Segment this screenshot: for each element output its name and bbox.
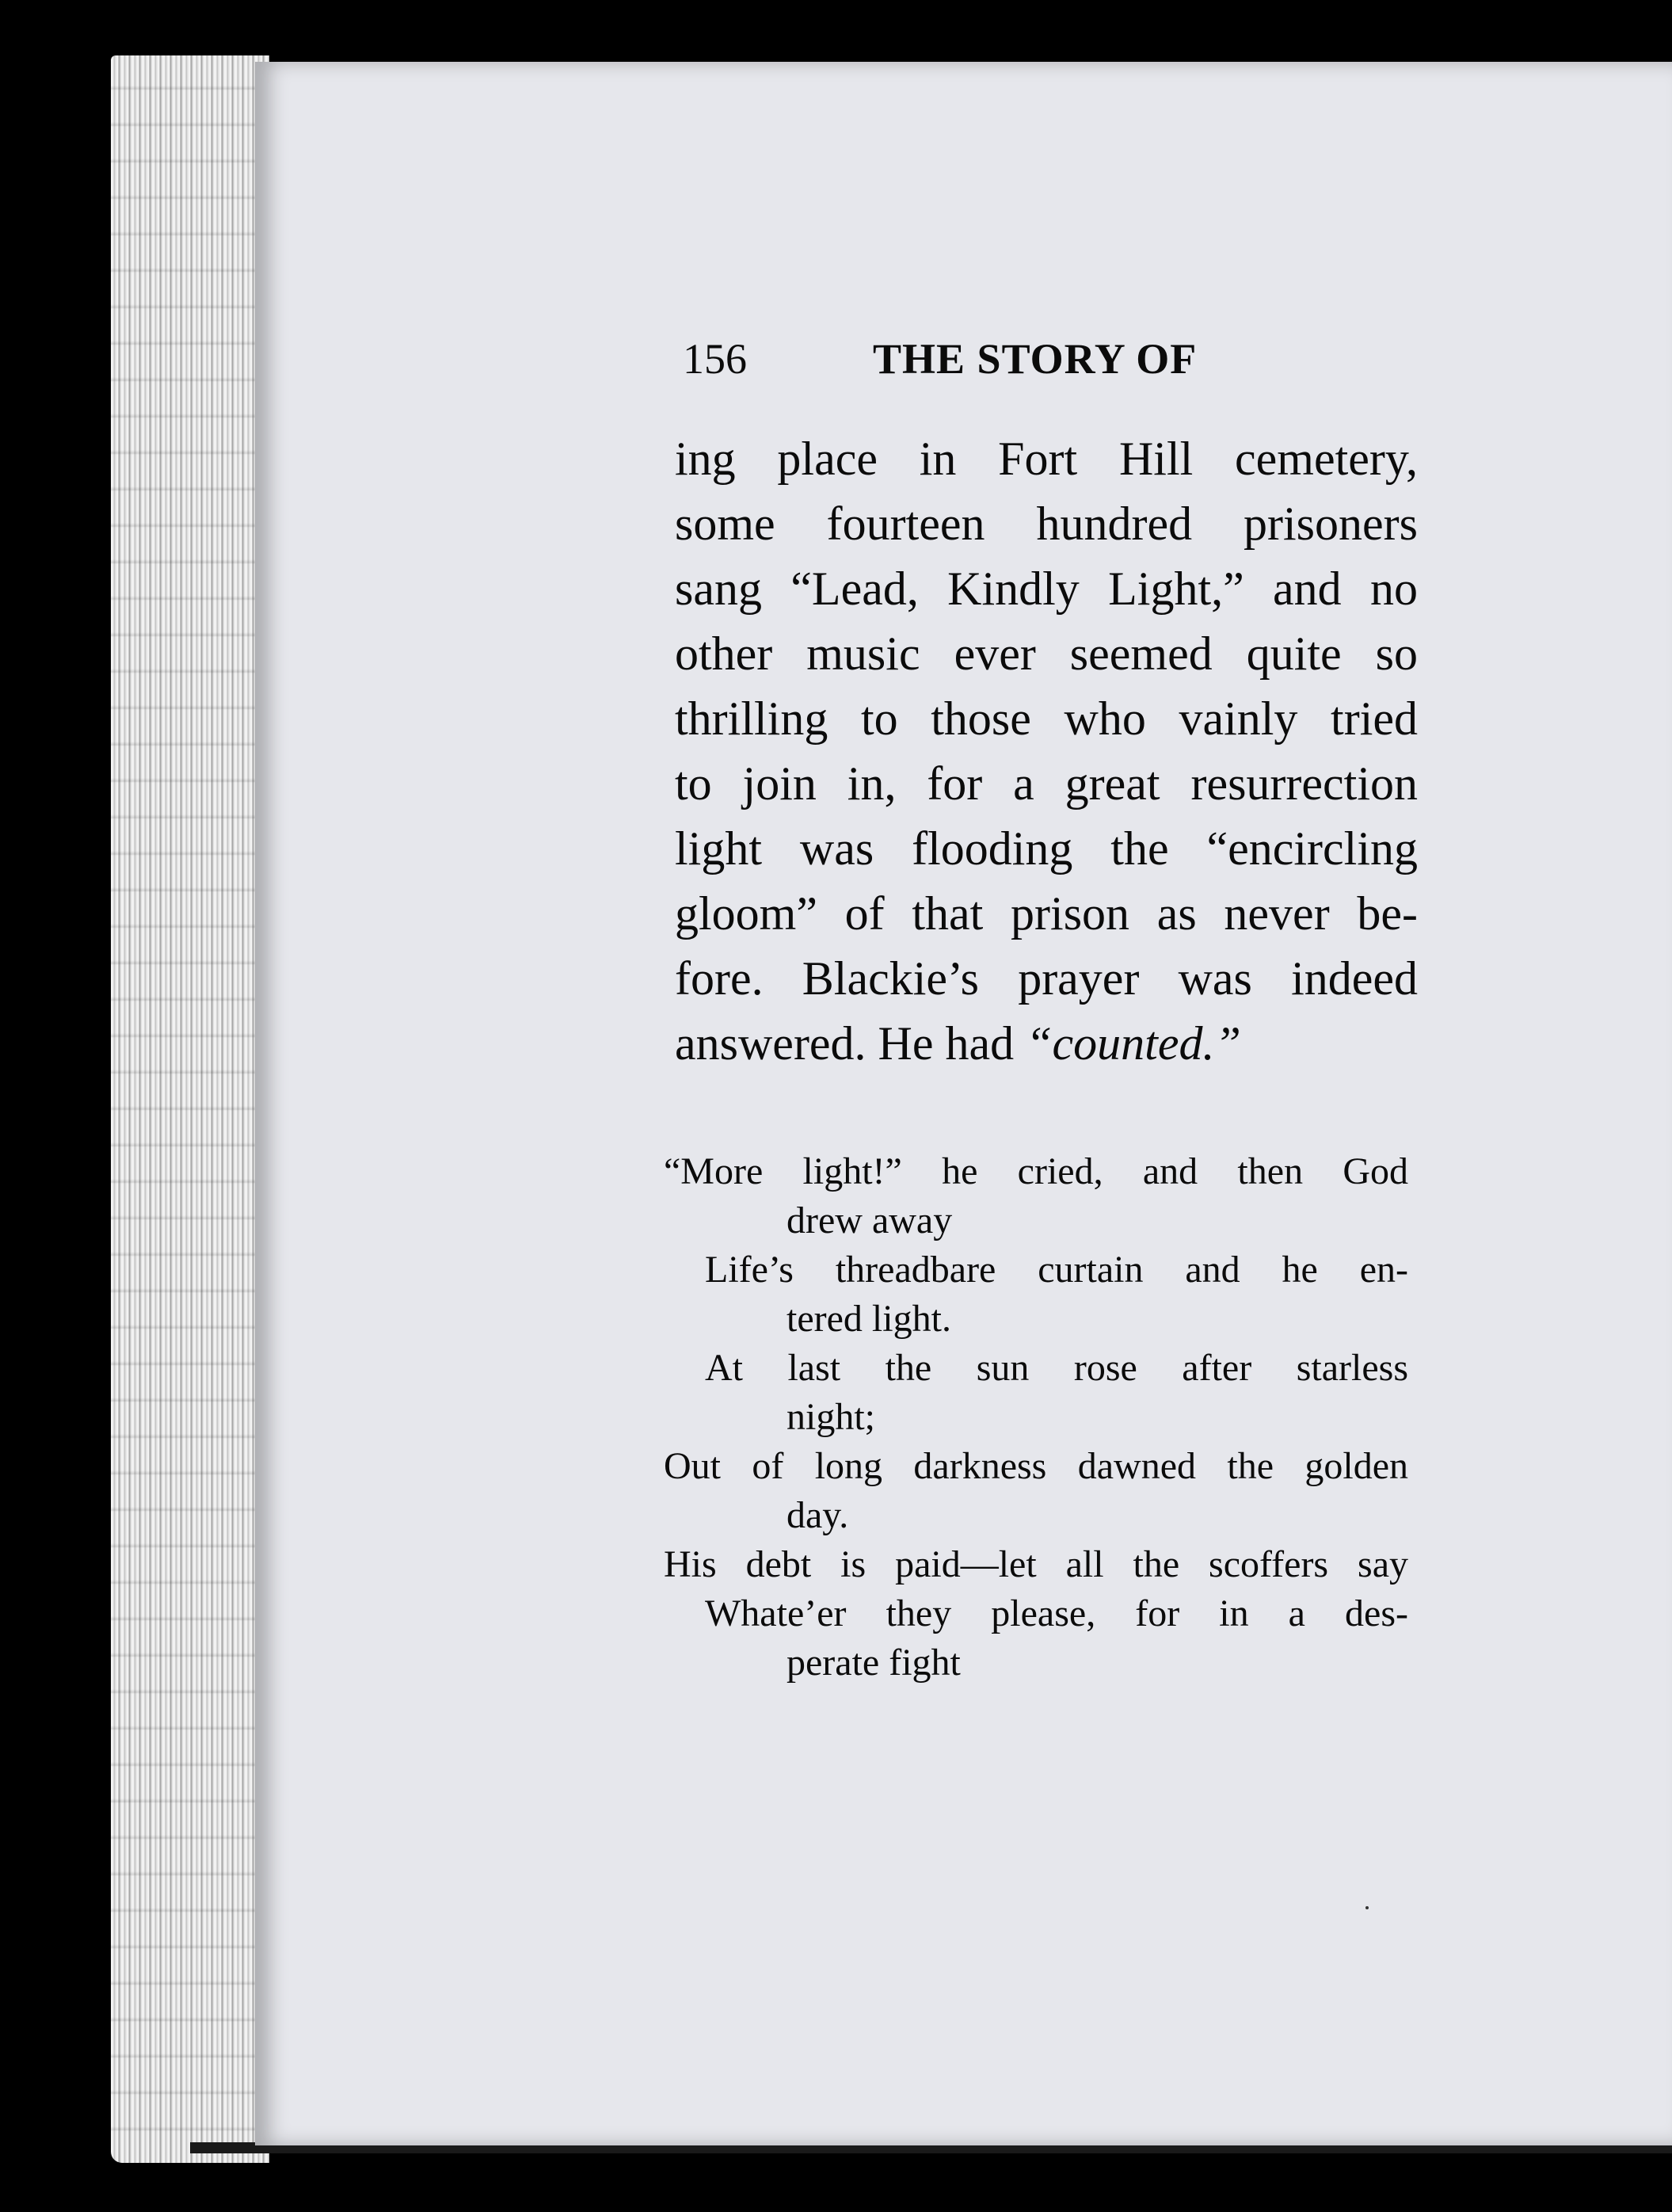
prose-line: fore. Blackie’s prayer was indeed (675, 952, 1418, 1005)
poem-line: Life’s threadbare curtain and he en- (705, 1249, 1408, 1291)
prose-line: to join in, for a great resurrection (675, 757, 1418, 810)
poem (664, 1147, 1408, 1688)
prose-line: light was flooding the “encircling (675, 822, 1418, 875)
prose-line: other music ever seemed quite so (675, 627, 1418, 680)
poem-line: perate fight (786, 1642, 961, 1684)
book-fore-edge (111, 55, 269, 2163)
prose-line: gloom” of that prison as never be- (675, 887, 1418, 940)
poem-line: His debt is paid—let all the scoffers say (664, 1543, 1408, 1585)
prose-line: sang “Lead, Kindly Light,” and no (675, 563, 1418, 615)
prose-line: ing place in Fort Hill cemetery, (675, 433, 1418, 485)
poem-line: Whate’er they please, for in a des- (705, 1592, 1408, 1634)
prose-line: thrilling to those who vainly tried (675, 692, 1418, 745)
running-head-title: THE STORY OF (873, 335, 1198, 383)
prose-italic-word: “counted.” (1026, 1017, 1241, 1070)
prose-paragraph (675, 426, 1418, 1076)
prose-last-line (675, 1011, 1418, 1076)
poem-line: “More light!” he cried, and then God (664, 1150, 1408, 1192)
prose-line: some fourteen hundred prisoners (675, 498, 1418, 550)
poem-line: tered light. (786, 1298, 951, 1340)
poem-line: drew away (786, 1199, 953, 1241)
page-number: 156 (683, 335, 747, 383)
running-head (683, 334, 1419, 390)
poem-line: Out of long darkness dawned the golden (664, 1445, 1408, 1487)
poem-line: At last the sun rose after starless (705, 1347, 1408, 1389)
poem-line: day. (786, 1494, 849, 1536)
poem-line: night; (786, 1396, 876, 1438)
scan-speck (1365, 1906, 1369, 1909)
prose-last-line-text: answered. He had (675, 1017, 1026, 1070)
